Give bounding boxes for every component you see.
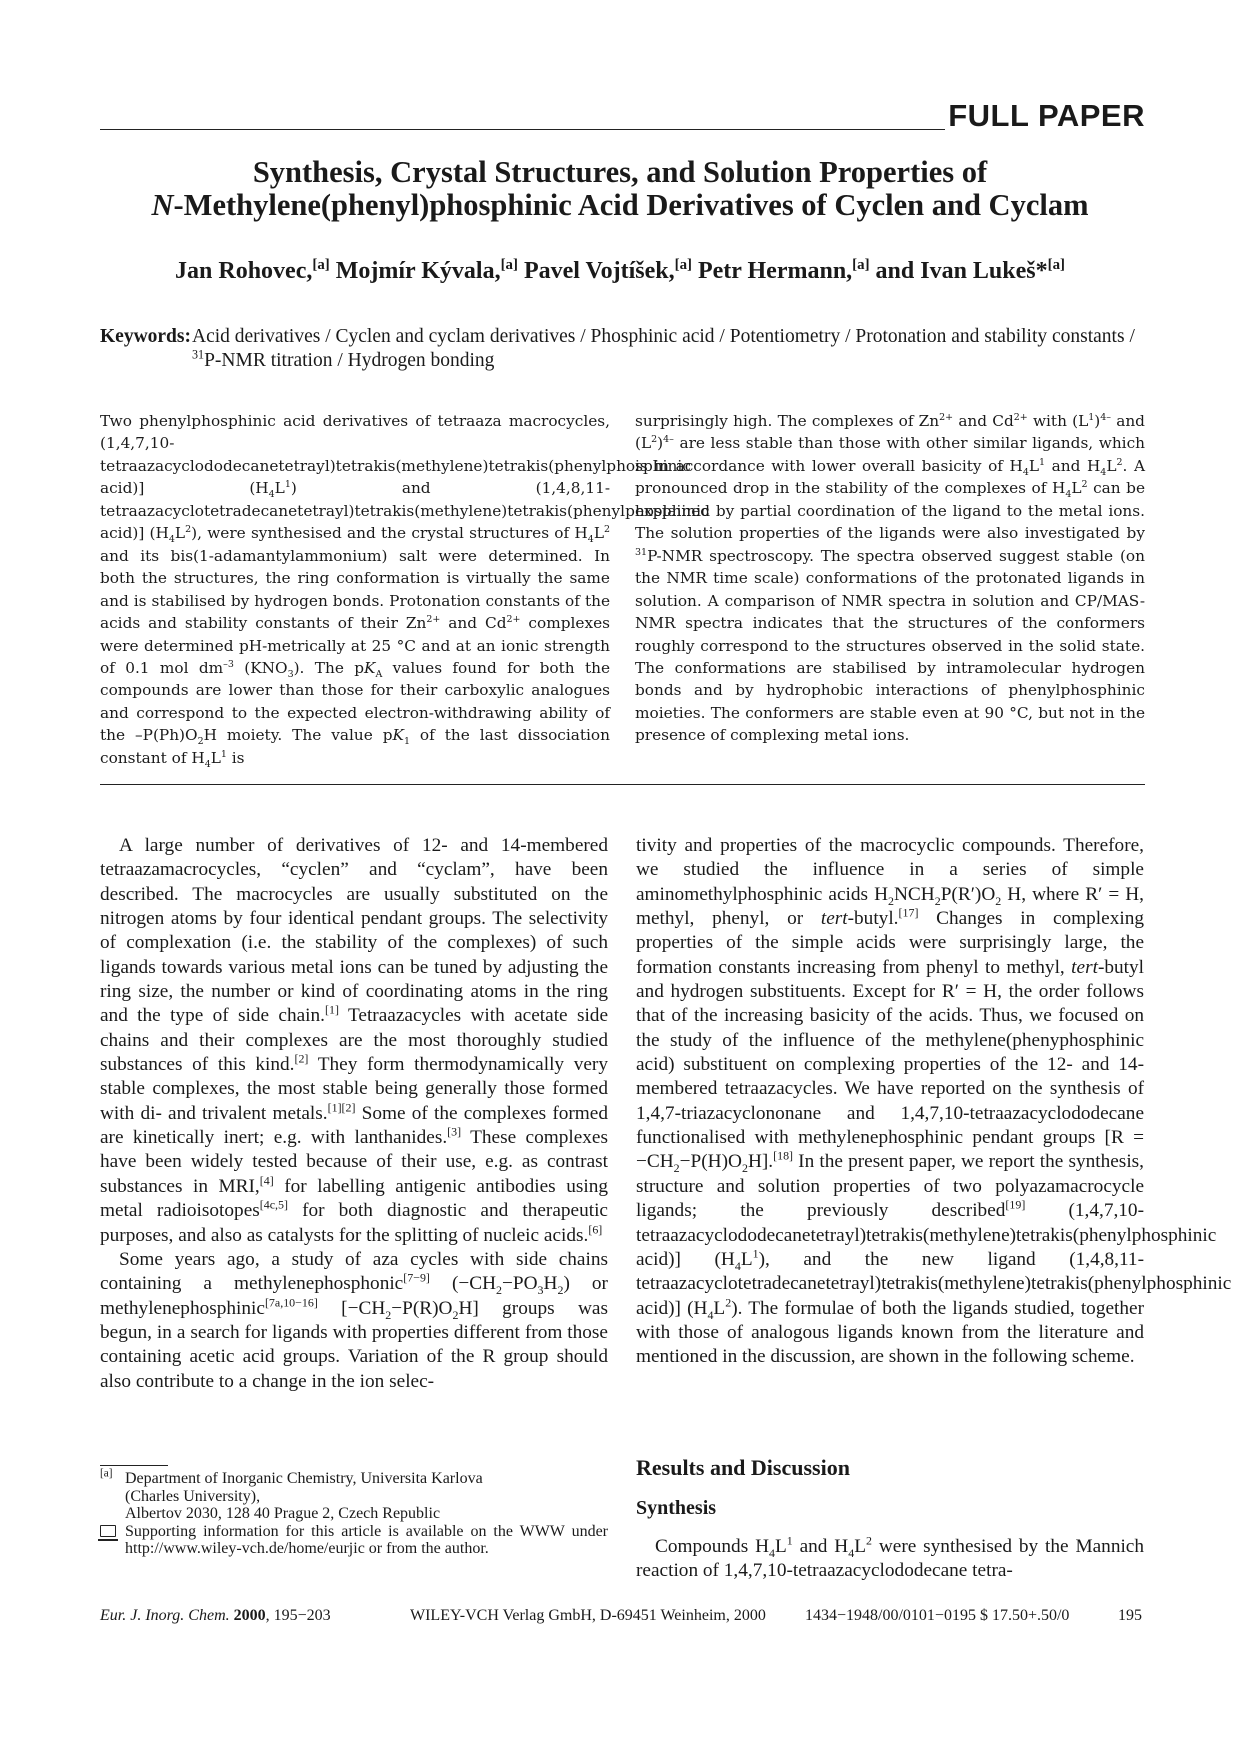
- article-title: [100, 156, 1140, 222]
- paragraph: Compounds $H_4L^1$ and $H_4L^2$ were synthesised by the Mannich reaction of 1,4,7,10-tetraazacyclododecane tetra-: [636, 1533, 1145, 1582]
- footnotes: [100, 1467, 608, 1558]
- paragraph: A large number of derivatives of 12- and 14-membered tetraazamacrocycles, “cyclen” and “cyclam”, have been described. The macrocycles are usually substituted on the nitrogen atoms by four identical pendant groups. The selectivity of complexation (i.e. the stability of the complexes) of such ligands towards various metal ions can be tuned by adjusting the ring size, the number or kind of coordinating atoms in the ring and the type of side chain.[1] Tetraazacycles with acetate side chains and their complexes are the most thoroughly studied substances of this kind.[2] They form thermodynamically very stable complexes, the most stable being generally those formed with di- and trivalent metals.[1][2] Some of the complexes formed are kinetically inert; e.g. with lanthanides.[3] These complexes have been widely tested because of their use, e.g. as contrast substances in MRI,[4] for labelling antigenic antibodies using metal radioisotopes[4c,5] for both diagnostic and therapeutic purposes, and also as catalysts for the splitting of nucleic acids.[6]: [100, 835, 609, 1246]
- paragraph: Some years ago, a study of aza cycles with side chains containing a methylenephosphonic[7−9] $(-CH_2-PO_3H_2)$ or methylenephosphinic[7a,10−16] $[-CH_2-P(R)O_2H]$ groups was begun, in a search for ligands with properties different from those containing acetic acid groups. Variation of the R group should also contribute to a change in the ion selec-: [100, 1248, 608, 1392]
- body-column-right: [636, 834, 1232, 1370]
- header-tag: FULL PAPER: [948, 98, 1145, 133]
- title-line-1: Synthesis, Crystal Structures, and Solution Properties of: [252, 155, 988, 189]
- affiliation-mark: [a]: [100, 1467, 113, 1480]
- author-list: [100, 258, 1140, 285]
- author: Mojmír Kývala,[a]: [329, 257, 518, 284]
- author: Petr Hermann,[a]: [691, 257, 870, 284]
- header-rule: [100, 129, 945, 130]
- supporting-info-footnote: Supporting information for this article is available on the WWW under http://www.wiley-vch.de/home/eurjic or from the author.: [100, 1523, 608, 1558]
- keywords-label: Keywords:: [100, 326, 191, 347]
- section-heading: Results and Discussion: [636, 1455, 850, 1480]
- abstract-rule: [100, 784, 1145, 785]
- title-line-2: N-Methylene(phenyl)phosphinic Acid Derivatives of Cyclen and Cyclam: [151, 188, 1089, 222]
- paragraph: tivity and properties of the macrocyclic compounds. Therefore, we studied the influence in a series of simple aminomethylphosphinic acids $H_2NCH_2P(R')O_2$ H, where R′ = H, methyl, phenyl, or tert-butyl.[17] Changes in complexing properties of the simple acids were surprisingly large, the formation constants increasing from phenyl to methyl, tert-butyl and hydrogen substituents. Except for R′ = H, the order follows that of the increasing basicity of the acids. Thus, we focused on the study of the influence of the methylene(phenyphosphinic acid) substituent on complexing properties of the 12- and 14-membered tetraazacycles. We have reported on the synthesis of 1,4,7-triazacyclononane and 1,4,7,10-tetraazacyclododecane functionalised with methylenephosphinic pendant groups $[R = -CH_2-P(H)O_2H].[18]$ In the present paper, we report the synthesis, structure and solution properties of two polyazamacrocycle ligands; the previously described[19] (1,4,7,10-tetraazacyclododecanetetrayl)tetrakis(methylene)tetrakis(phenylphosphinic acid)] $(H_4L^1)$, and the new ligand (1,4,8,11-tetraazacyclotetradecanetetrayl)tetrakis(methylene)tetrakis(phenylphosphinic acid)] $(H_4L^2)$. The formulae of both the ligands studied, together with those of analogous ligands known from the literature and mentioned in the discussion, are shown in the following scheme.: [636, 835, 1232, 1368]
- subsection-heading: Synthesis: [636, 1497, 717, 1519]
- abstract-left: Two phenylphosphinic acid derivatives of tetraaza macrocycles, (1,4,7,10-tetraazacyclododecanetetrayl)tetrakis(methylene)tetrakis(phenylphosphinic acid)] $(H_4L^1)$ and (1,4,8,11-tetraazacyclotetradecanetetrayl)tetrakis(methylene)tetrakis(phenylphosphinic acid)] $(H_4L^2)$, were synthesised and the crystal structures of $H_4L^2$ and its bis(1-adamantylammonium) salt were determined. In both the structures, the ring conformation is virtually the same and is stabilised by hydrogen bonds. Protonation constants of the acids and stability constants of their $Zn^{2+}$ and $Cd^{2+}$ complexes were determined pH-metrically at 25 °C and at an ionic strength of 0.1 mol $dm^{-3}$ $(KNO_3)$. The $pK_A$ values found for both the compounds are lower than those for their carboxylic analogues and correspond to the expected electron-withdrawing ability of the $-P(Ph)O_2H$ moiety. The value $pK_1$ of the last dissociation constant of $H_4L^1$ is: [100, 412, 710, 770]
- footer-publisher: WILEY-VCH Verlag GmbH, D-69451 Weinheim, 2000: [410, 1607, 766, 1624]
- footer-citation: Eur. J. Inorg. Chem. 2000, 195−203: [100, 1607, 331, 1624]
- body-column-left: [100, 834, 608, 1394]
- synthesis-text: [636, 1535, 1144, 1584]
- author: Pavel Vojtíšek,[a]: [517, 257, 692, 284]
- affiliation-footnote: [a] Department of Inorganic Chemistry, Universita Karlova (Charles University), Albertov 2030, 128 40 Prague 2, Czech Republic: [100, 1467, 483, 1522]
- keywords-text: Acid derivatives / Cyclen and cyclam derivatives / Phosphinic acid / Potentiometry / Protonation and stability constants / $^{31}$P-NMR titration / Hydrogen bonding: [192, 326, 1135, 371]
- page-number: 195: [1118, 1607, 1142, 1624]
- abstract-right: surprisingly high. The complexes of $Zn^{2+}$ and $Cd^{2+}$ with $(L^1)^{4-}$ and $(L^2)^{4-}$ are less stable than those with other similar ligands, which is in accordance with lower overall basicity of $H_4L^1$ and $H_4L^2$. A pronounced drop in the stability of the complexes of $H_4L^2$ can be explained by partial coordination of the ligand to the metal ions. The solution properties of the ligands were also investigated by $^{31}$P-NMR spectroscopy. The spectra observed suggest stable (on the NMR time scale) conformations of the protonated ligands in solution. A comparison of NMR spectra in solution and CP/MAS-NMR spectra indicates that the structures of the conformers roughly correspond to the structures observed in the solid state. The conformations are stabilised by intramolecular hydrogen bonds and by hydrophobic interactions of phenylphosphinic moieties. The conformers are stable even at 90 °C, but not in the presence of complexing metal ions.: [635, 411, 1146, 745]
- computer-icon: [100, 1523, 116, 1541]
- footnote-rule: [100, 1465, 168, 1466]
- footer-issn: 1434−1948/00/0101−0195 $ 17.50+.50/0: [805, 1607, 1070, 1624]
- author: Jan Rohovec,[a]: [175, 257, 330, 284]
- keywords: [100, 325, 1145, 373]
- author: and Ivan Lukeš*[a]: [869, 257, 1065, 284]
